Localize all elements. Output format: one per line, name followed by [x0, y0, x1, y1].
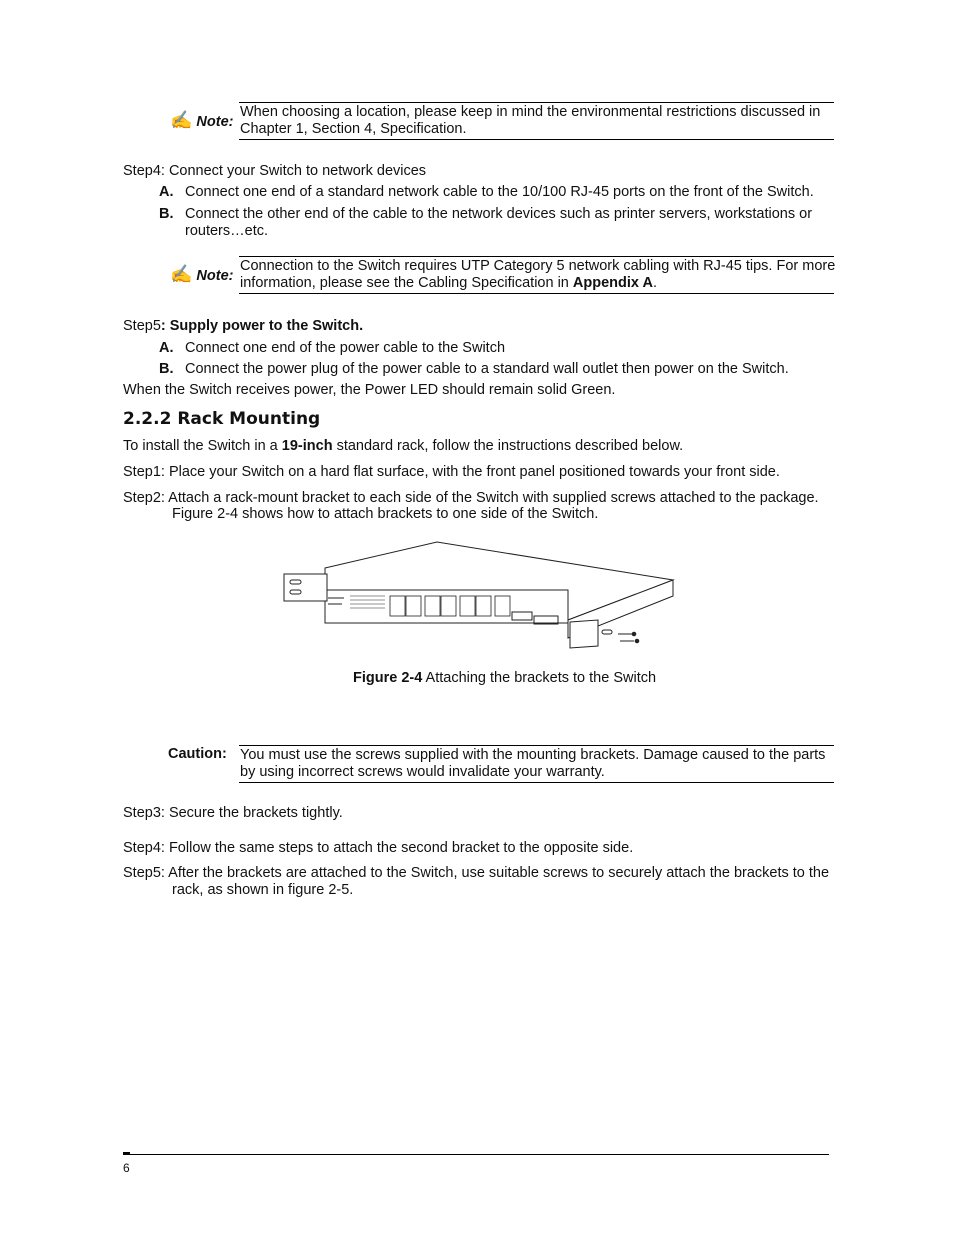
- note-text-line: When choosing a location, please keep in mind the environmental restrictions discussed in: [240, 104, 821, 120]
- note-box: [239, 256, 834, 294]
- list-item-text: Connect the other end of the cable to the network devices such as printer servers, workstations or: [185, 206, 813, 222]
- note-text-line: Chapter 1, Section 4, Specification.: [240, 121, 467, 137]
- list-item-text: routers…etc.: [185, 223, 268, 239]
- caution-label: Caution:: [168, 746, 227, 762]
- step-text: rack, as shown in figure 2-5.: [172, 882, 354, 898]
- step-text: Step5: After the brackets are attached to the Switch, use suitable screws to securely attach the brackets to the: [123, 865, 830, 881]
- list-letter: A.: [159, 340, 174, 356]
- pencil-writing-icon: ✍: [170, 110, 193, 130]
- step-text: Step1: Place your Switch on a hard flat surface, with the front panel positioned towards your front side.: [123, 464, 780, 480]
- body-text: To install the Switch in a 19-inch standard rack, follow the instructions described below.: [123, 438, 684, 454]
- note-text-line: Connection to the Switch requires UTP Category 5 network cabling with RJ-45 tips. For more: [240, 258, 836, 274]
- note-text-line: information, please see the Cabling Specification in Appendix A.: [240, 275, 657, 291]
- list-item-text: Connect one end of a standard network cable to the 10/100 RJ-45 ports on the front of the Switch.: [185, 184, 814, 200]
- caution-text-line: You must use the screws supplied with the mounting brackets. Damage caused to the parts: [240, 747, 826, 763]
- list-item-text: Connect one end of the power cable to the Switch: [185, 340, 506, 356]
- step-text: Step4: Connect your Switch to network devices: [123, 163, 427, 179]
- note-label-text: Note:: [196, 114, 234, 130]
- step-text: Step2: Attach a rack-mount bracket to each side of the Switch with supplied screws attached to the package.: [123, 490, 819, 506]
- page-number: 6: [123, 1161, 130, 1175]
- body-text: When the Switch receives power, the Power LED should remain solid Green.: [123, 382, 616, 398]
- pencil-writing-icon: ✍: [170, 264, 193, 284]
- caution-box: [239, 745, 834, 783]
- note-box: [239, 102, 834, 140]
- footer-rule: [123, 1154, 829, 1155]
- list-item-text: Connect the power plug of the power cable to a standard wall outlet then power on the Switch.: [185, 361, 789, 377]
- step-text: Step4: Follow the same steps to attach the second bracket to the opposite side.: [123, 840, 634, 856]
- switch-bracket-figure: [280, 538, 680, 658]
- note-label-text: Note:: [196, 268, 234, 284]
- list-letter: A.: [159, 184, 174, 200]
- figure-caption: Figure 2-4 Attaching the brackets to the Switch: [353, 670, 657, 686]
- list-letter: B.: [159, 206, 174, 222]
- step-text: Figure 2-4 shows how to attach brackets to one side of the Switch.: [172, 506, 599, 522]
- caution-text-line: by using incorrect screws would invalidate your warranty.: [240, 764, 605, 780]
- step-text: Step3: Secure the brackets tightly.: [123, 805, 343, 821]
- note-label: [170, 110, 233, 131]
- list-letter: B.: [159, 361, 174, 377]
- section-heading: 2.2.2 Rack Mounting: [123, 409, 321, 429]
- note-label: [170, 264, 233, 285]
- step-text: Step5: Supply power to the Switch.: [123, 318, 364, 334]
